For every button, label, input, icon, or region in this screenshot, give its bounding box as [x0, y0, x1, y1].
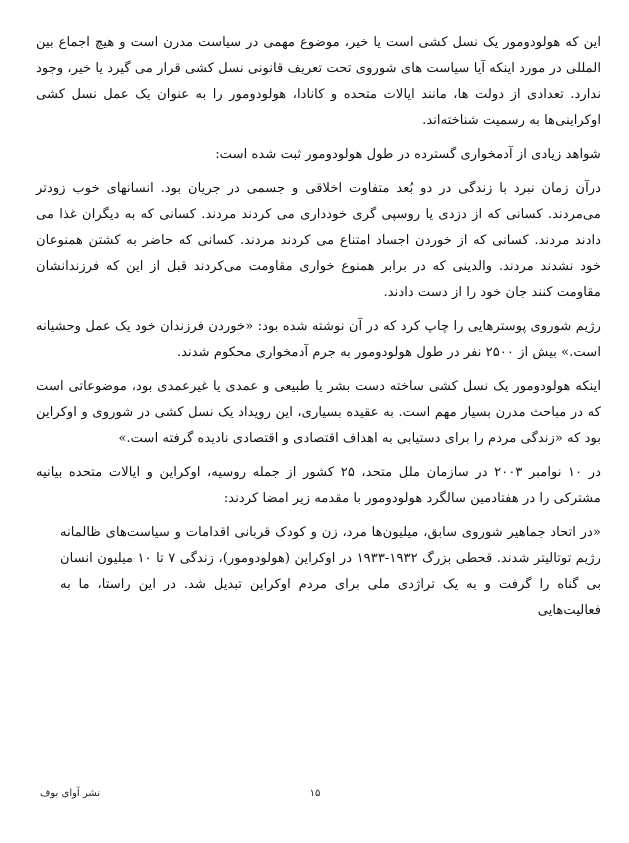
page-footer	[0, 788, 629, 808]
page-number: ۱۵	[309, 788, 321, 799]
quoted-statement: «در اتحاد جماهیر شوروی سابق، میلیون‌ها مرد، زن و کودک قربانی اقدامات و سیاست‌های ظالمانه رژیم توتالیتر شدند. قحطی بزرگ ۱۹۳۲-۱۹۳۳ در اوکراین (هولودومور)، زندگی ۷ تا ۱۰ میلیون انسان بی گناه را گرفت و به یک تراژدی ملی برای مردم اوکراین تبدیل شد. در این راستا، ما به فعالیت‌هایی	[60, 525, 601, 618]
paragraph-moral-struggle: درآن زمان نبرد با زندگی در دو بُعد متفاوت اخلاقی و جسمی در جریان بود. انسانهای خوب زودتر می‌مردند. کسانی که از دزدی یا روسپی گری خودداری می کردند مردند. کسانی که به دیگران غذا می دادند مردند. کسانی که از خوردن اجساد امتناع می کردند مردند. کسانی که حاضر به کشتن همنوعان خود نشدند مردند. والدینی که در برابر همنوع خواری مقاومت می‌کردند قبل از این که فرزندانشان مقاومت کنند جان خود را از دست دادند.	[36, 181, 601, 300]
paragraph-cannibalism-intro: شواهد زیادی از آدمخواری گسترده در طول هولودومور ثبت شده است:	[215, 147, 601, 162]
page-body	[36, 30, 601, 624]
paragraph-soviet-posters: رژیم شوروی پوسترهایی را چاپ کرد که در آن نوشته شده بود: «خوردن فرزندان خود یک عمل وحشیانه است.» بیش از ۲۵۰۰ نفر در طول هولودومور به جرم آدمخواری محکوم شدند.	[36, 319, 601, 360]
paragraph-man-made-question: اینکه هولودومور یک نسل کشی ساخته دست بشر یا طبیعی و عمدی یا غیرعمدی بود، موضوعاتی است که در مباحث مدرن بسیار مهم است. به عقیده بسیاری، این رویداد یک نسل کشی در شوروی و اوکراین بود که «زندگی مردم را برای دستیابی به اهداف اقتصادی و اقتصادی نادیده گرفته است.»	[36, 379, 601, 446]
publisher-name: نشر آوای بوف	[40, 788, 101, 799]
paragraph-genocide-debate: این که هولودومور یک نسل کشی است یا خیر، موضوع مهمی در سیاست مدرن است و هیچ اجماع بین المللی در مورد اینکه آیا سیاست های شوروی تحت تعریف قانونی نسل کشی قرار می گیرد یا خیر، وجود ندارد. تعدادی از دولت ها، مانند ایالات متحده و کانادا، هولودومور را به عنوان یک عمل نسل کشی اوکراینی‌ها به رسمیت شناخته‌اند.	[36, 35, 601, 128]
paragraph-un-statement: در ۱۰ نوامبر ۲۰۰۳ در سازمان ملل متحد، ۲۵ کشور از جمله روسیه، اوکراین و ایالات متحده بیانیه مشترکی را در هفتادمین سالگرد هولودومور با مقدمه زیر امضا کردند:	[36, 465, 601, 506]
